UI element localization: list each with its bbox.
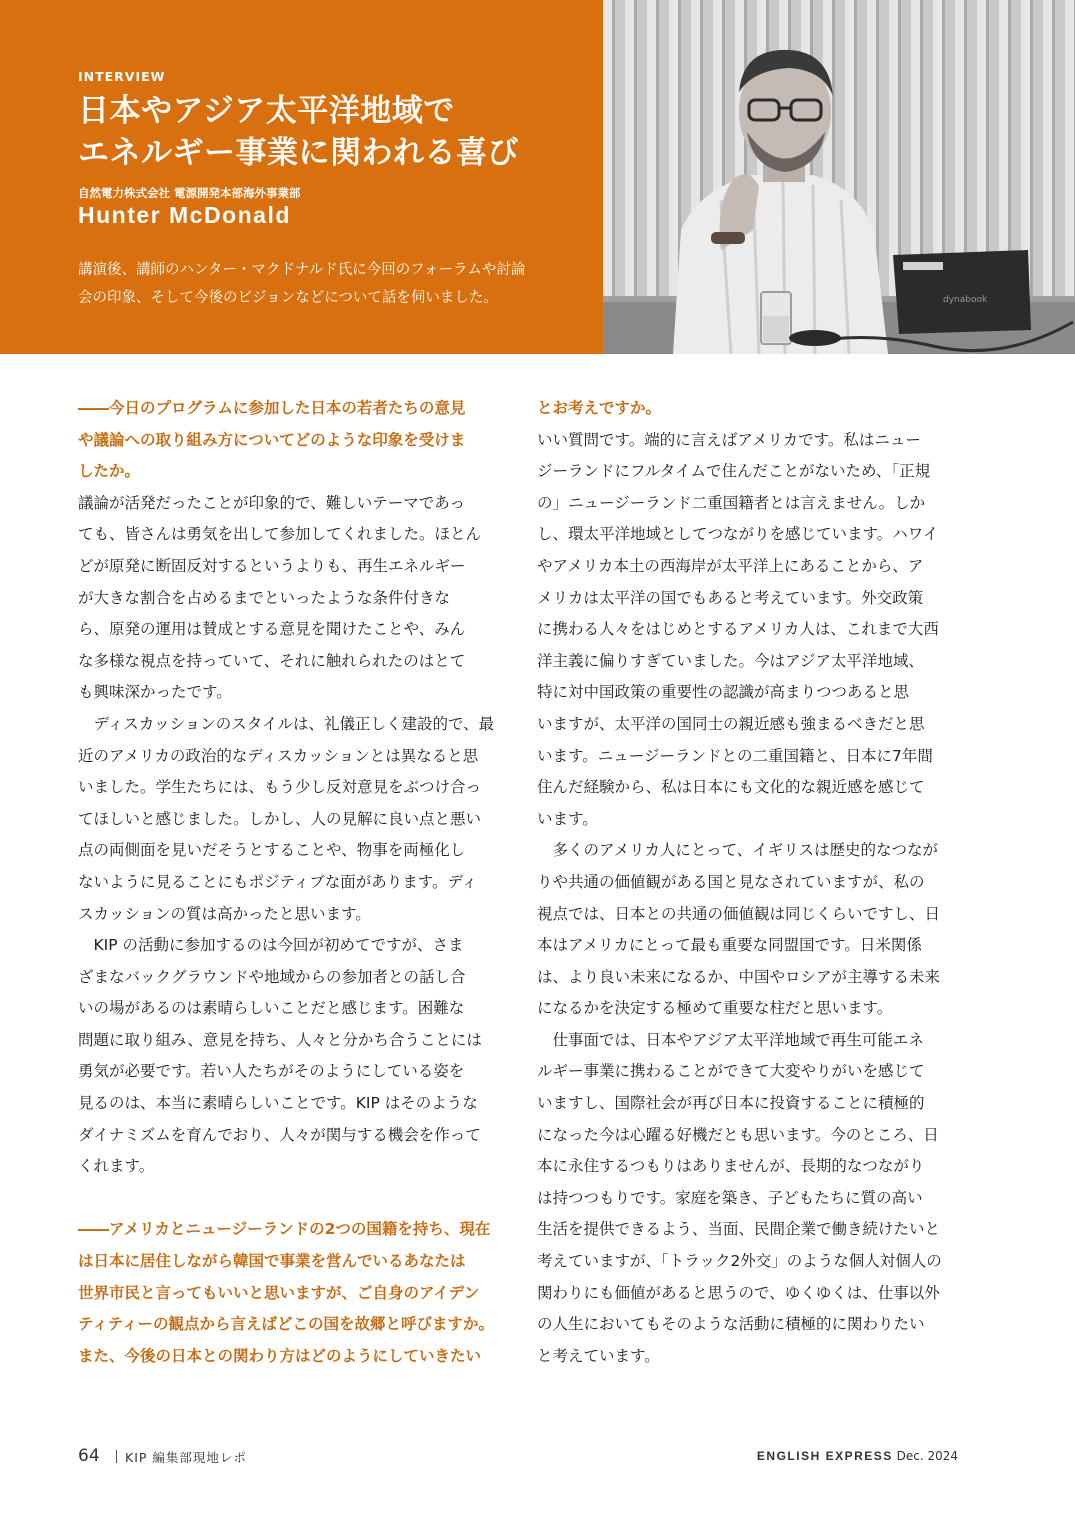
question-line: や議論への取り組み方についてどのような印象を受けま bbox=[78, 430, 466, 449]
answer-line: の」ニュージーランド二重国籍者とは言えません。しか bbox=[537, 493, 926, 512]
answer-line: やアメリカ本土の西海岸が太平洋上にあることから、ア bbox=[537, 556, 924, 575]
answer-line: 本に永住するつもりはありませんが、長期的なつながり bbox=[537, 1157, 925, 1176]
interview-photo bbox=[603, 0, 1075, 354]
answer-line: になるかを決定する極めて重要な柱だと思います。 bbox=[537, 999, 893, 1018]
question-line: ――アメリカとニュージーランドの2つの国籍を持ち、現在 bbox=[78, 1220, 491, 1239]
lead-text bbox=[78, 256, 578, 312]
answer-line: 関わりにも価値があると思うので、ゆくゆくは、仕事以外 bbox=[537, 1283, 940, 1302]
kicker: INTERVIEW bbox=[78, 69, 166, 84]
answer-line: スカッションの質は高かったと思います。 bbox=[78, 904, 371, 923]
answer-line: りや共通の価値観がある国と見なされていますが、私の bbox=[537, 872, 925, 891]
answer-line: いますが、太平洋の国同士の親近感も強まるべきだと思 bbox=[537, 714, 925, 733]
answer-line: 見るのは、本当に素晴らしいことです。KIP はそのような bbox=[78, 1094, 478, 1113]
answer-line: な多様な視点を持っていて、それに触れられたのはとて bbox=[78, 651, 466, 670]
page-footer bbox=[78, 1446, 958, 1470]
lead-line: 会の印象、そして今後のビジョンなどについて話を伺いました。 bbox=[78, 290, 498, 306]
answer-line: に携わる人々をはじめとするアメリカ人は、これまで大西 bbox=[537, 620, 939, 639]
answer-line: 点の両側面を見いだそうとすることや、物事を両極化し bbox=[78, 841, 466, 860]
magazine-name: ENGLISH EXPRESS bbox=[756, 1449, 893, 1463]
laptop-brand-label: dynabook bbox=[943, 295, 988, 305]
question-line: また、今後の日本との関わり方はどのようにしていきたい bbox=[78, 1346, 482, 1365]
magazine-credit bbox=[757, 1449, 958, 1463]
answer-line: 住んだ経験から、私は日本にも文化的な親近感を感じて bbox=[537, 778, 925, 797]
answer-line: 視点では、日本との共通の価値観は同じくらいですし、日 bbox=[537, 904, 941, 923]
answer-line: てほしいと感じました。しかし、人の見解に良い点と悪い bbox=[78, 809, 482, 828]
left-column bbox=[78, 393, 498, 1372]
answer-line: KIP の活動に参加するのは今回が初めてですが、さま bbox=[78, 936, 464, 955]
photo-illustration bbox=[603, 0, 1075, 354]
answer-line: 本はアメリカにとって最も重要な同盟国です。日米関係 bbox=[537, 936, 922, 955]
answer-line: ジーランドにフルタイムで住んだことがないため、「正規 bbox=[537, 462, 931, 481]
interviewee-name: Hunter McDonald bbox=[78, 202, 291, 228]
answer-line: ないように見ることにもポジティブな面があります。ディ bbox=[78, 872, 478, 891]
question-line: ――今日のプログラムに参加した日本の若者たちの意見 bbox=[78, 399, 466, 417]
answer-line: 考えていますが、「トラック2外交」のような個人対個人の bbox=[537, 1252, 942, 1271]
question-line: は日本に居住しながら韓国で事業を営んでいるあなたは bbox=[78, 1252, 466, 1271]
answer-line: います。 bbox=[537, 809, 598, 828]
question-line: したか。 bbox=[78, 462, 141, 481]
answer-line: も興味深かったです。 bbox=[78, 683, 232, 702]
answer-line: 問題に取り組み、意見を持ち、人々と分かち合うことには bbox=[78, 1030, 482, 1049]
answer-line: いい質問です。端的に言えばアメリカです。私はニュー bbox=[537, 430, 921, 449]
section-text: KIP 編集部現地レポ bbox=[125, 1450, 247, 1465]
answer-line: いました。学生たちには、もう少し反対意見をぶつけ合っ bbox=[78, 778, 482, 797]
answer-line: 勇気が必要です。若い人たちがそのようにしている姿を bbox=[78, 1062, 465, 1081]
answer-line: 生活を提供できるよう、当面、民間企業で働き続けたいと bbox=[537, 1220, 941, 1239]
question-line: 世界市民と言ってもいいと思いますが、ご自身のアイデン bbox=[78, 1283, 480, 1302]
answer-line: メリカは太平洋の国でもあると考えています。外交政策 bbox=[537, 588, 924, 607]
article-title bbox=[78, 90, 588, 174]
answer-line: 近のアメリカの政治的なディスカッションとは異なると思 bbox=[78, 746, 479, 765]
question-line: とお考えですか。 bbox=[537, 399, 662, 417]
answer-line: ら、原発の運用は賛成とする意見を聞けたことや、みん bbox=[78, 620, 466, 639]
answer-line: 多くのアメリカ人にとって、イギリスは歴史的なつなが bbox=[537, 841, 938, 860]
page-number: 64 bbox=[78, 1446, 100, 1466]
answer-line: 特に対中国政策の重要性の認識が高まりつつあると思 bbox=[537, 683, 910, 702]
answer-line: の人生においてもそのような活動に積極的に関わりたい bbox=[537, 1315, 925, 1334]
answer-line: いますし、国際社会が再び日本に投資することに積極的 bbox=[537, 1094, 925, 1113]
answer-line: ても、皆さんは勇気を出して参加してくれました。ほとん bbox=[78, 525, 482, 544]
answer-line: いの場があるのは素晴らしいことだと感じます。困難な bbox=[78, 999, 465, 1018]
answer-line: どが原発に断固反対するというよりも、再生エネルギー bbox=[78, 556, 466, 575]
answer-line: 議論が活発だったことが印象的で、難しいテーマであっ bbox=[78, 493, 466, 512]
answer-line: は、より良い未来になるか、中国やロシアが主導する未来 bbox=[537, 967, 941, 986]
right-column bbox=[537, 393, 957, 1372]
answer-line: ディスカッションのスタイルは、礼儀正しく建設的で、最 bbox=[78, 714, 495, 733]
divider bbox=[116, 1450, 117, 1463]
title-line-2: エネルギー事業に関われる喜び bbox=[78, 135, 519, 171]
answer-line: が大きな割合を占めるまでといったような条件付きな bbox=[78, 588, 451, 607]
question-line: ティティーの観点から言えばどこの国を故郷と呼びますか。 bbox=[78, 1315, 495, 1334]
answer-line: 洋主義に偏りすぎていました。今はアジア太平洋地域、 bbox=[537, 651, 924, 670]
answer-line: し、環太平洋地域としてつながりを感じています。ハワイ bbox=[537, 525, 939, 544]
answer-line: と考えています。 bbox=[537, 1346, 660, 1365]
answer-line: ざまなバックグラウンドや地域からの参加者との話し合 bbox=[78, 967, 466, 986]
answer-line: ルギー事業に携わることができて大変やりがいを感じて bbox=[537, 1062, 925, 1081]
header-banner bbox=[0, 0, 603, 354]
answer-line: は持つつもりです。家庭を築き、子どもたちに質の高い bbox=[537, 1188, 923, 1207]
section-label bbox=[116, 1448, 247, 1466]
affiliation: 自然電力株式会社 電源開発本部海外事業部 bbox=[78, 186, 301, 200]
answer-line: います。ニュージーランドとの二重国籍と、日本に7年間 bbox=[537, 746, 933, 765]
answer-line: になった今は心躍る好機だとも思います。今のところ、日 bbox=[537, 1125, 939, 1144]
paragraph-gap bbox=[78, 1183, 498, 1215]
lead-line: 講演後、講師のハンター・マクドナルド氏に今回のフォーラムや討論 bbox=[78, 262, 526, 278]
answer-line: くれます。 bbox=[78, 1157, 155, 1176]
issue-date: Dec. 2024 bbox=[896, 1449, 958, 1463]
answer-line: 仕事面では、日本やアジア太平洋地域で再生可能エネ bbox=[537, 1030, 924, 1049]
answer-line: ダイナミズムを育んでおり、人々が関与する機会を作って bbox=[78, 1125, 481, 1144]
title-line-1: 日本やアジア太平洋地域で bbox=[78, 93, 455, 129]
